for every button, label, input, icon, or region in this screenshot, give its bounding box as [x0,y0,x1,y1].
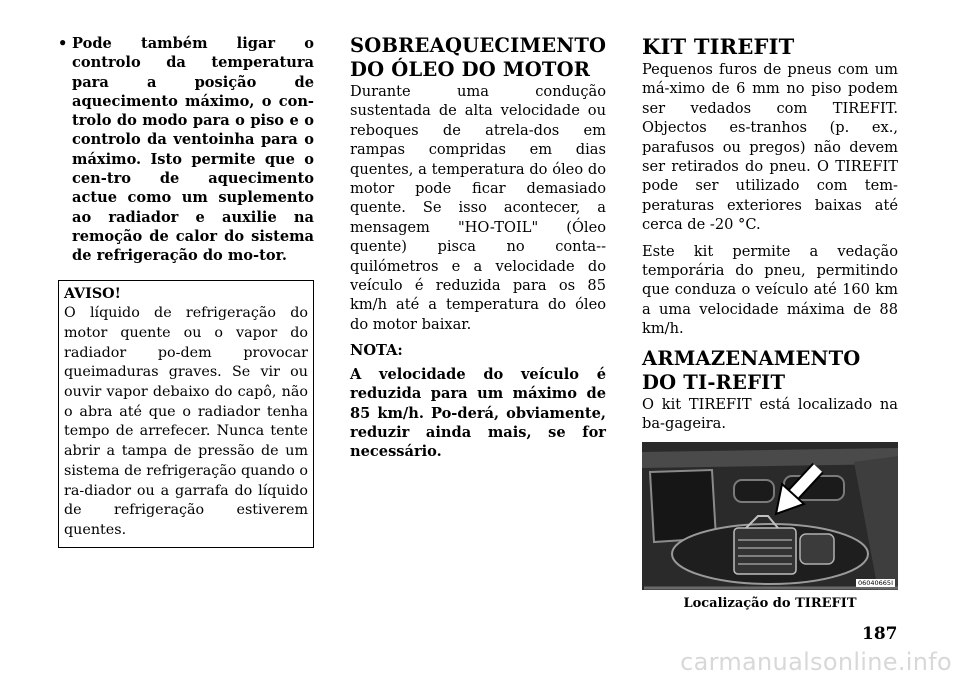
warning-title: AVISO! [64,285,121,302]
tirefit-paragraph-1: Pequenos furos de pneus com um má-ximo de 6 mm no piso podem ser vedados com TIREFIT. Objectos es-tranhos (p. ex., parafusos ou pregos) não devem ser retirados do pneu. O TIREFIT pode ser utilizado com tem-peraturas exteriores baixas até cerca de -20 °C. [642,61,898,234]
tirefit-paragraph-2: Este kit permite a vedação temporária do pneu, permitindo que conduza o veículo até 160 km a uma velocidade máxima de 88 km/h. [642,242,898,338]
tirefit-location-photo [642,442,898,590]
figure-caption: Localização do TIREFIT [683,595,857,611]
left-column [58,34,314,548]
bullet-item [58,34,314,266]
oil-overheat-paragraph: Durante uma condução sustentada de alta velocidade ou reboques de atrela-dos em rampas compridas em dias quentes, a temperatura do óleo do motor pode ficar demasiado quente. Se isso acontecer, a mensagem "HO-TOIL" (Óleo quente) pisca no conta--quilómetros e a velocidade do veículo é reduzida para os 85 km/h até a temperatura do óleo do motor baixar. [350,83,606,333]
trunk-illustration [642,442,898,590]
watermark-text: carmanualsonline.info [680,648,952,676]
middle-column [350,34,606,462]
tirefit-storage-paragraph: O kit TIREFIT está localizado na ba-gageira. [642,395,898,433]
bullet-text: Pode também ligar o controlo da temperatura para a posição de aquecimento máximo, o con-trolo do modo para o piso e o controlo da ventoinha para o máximo. Isto permite que o cen-tro de aquecimento actue como um suplemento ao radiador e auxilie na remoção de calor do sistema de refrigeração do mo-tor. [72,35,314,265]
note-label: NOTA: [350,342,403,360]
section-heading-oil-overheat: SOBREAQUECIMENTO DO ÓLEO DO MOTOR [350,34,607,81]
right-column [642,34,898,611]
section-heading-tirefit-storage: ARMAZENAMENTO DO TI-REFIT [642,346,861,394]
note-text: A velocidade do veículo é reduzida para um máximo de 85 km/h. Po-derá, obviamente, reduzir ainda mais, se for necessário. [350,365,606,461]
warning-box [58,280,314,548]
page-number: 187 [862,624,898,644]
figure-id: 06040665I [857,578,893,587]
bullet-dot: • [58,35,68,52]
warning-text: O líquido de refrigeração do motor quente ou o vapor do radiador po-dem provocar queimaduras graves. Se vir ou ouvir vapor debaixo do capô, não o abra até que o radiador tenha tempo de arrefecer. Nunca tente abrir a tampa de pressão de um sistema de refrigeração quando o ra-diador ou a garrafa do líquido de refrigeração estiverem quentes. [64,305,308,538]
section-heading-tirefit-kit: KIT TIREFIT [642,34,795,59]
